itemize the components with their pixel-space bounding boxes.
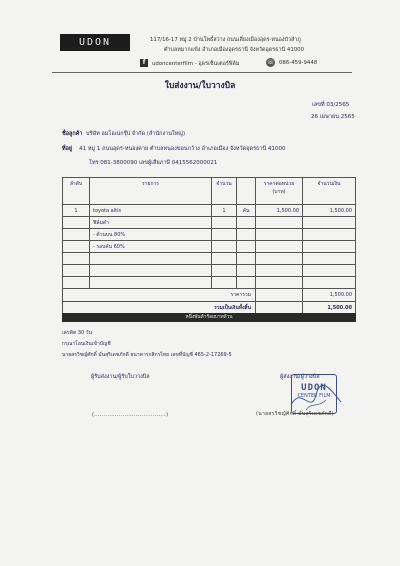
row-no xyxy=(63,241,90,253)
company-address-1: 117/16-17 หมู่ 2 บ้านโพธิ์สว่าง ถนนเลี่ยงเมืองอุดร-หนองบัวลำภู xyxy=(150,37,301,43)
items-table xyxy=(62,177,356,315)
amount-in-words: หนึ่งพันห้าร้อยบาทถ้วน xyxy=(62,313,356,322)
row-price xyxy=(256,217,303,229)
row-amount xyxy=(303,229,356,241)
row-amount xyxy=(303,217,356,229)
sender-signature-label: ผู้ส่งงาน/ผู้วางบิล xyxy=(280,374,320,380)
stamp-subtitle: CENTER FILM xyxy=(297,393,331,399)
row-qty: 1 xyxy=(212,205,237,217)
row-desc: - ด้านบน 80% xyxy=(90,229,212,241)
row-unit xyxy=(237,265,256,277)
document-date: 26 เมษายน 2565 xyxy=(311,114,355,120)
row-amount: 1,500.00 xyxy=(303,205,356,217)
row-desc xyxy=(90,265,212,277)
row-no xyxy=(63,217,90,229)
row-desc: toyota altis xyxy=(90,205,212,217)
customer-name-row: ชื่อลูกค้า บริษัท อมโอเน่กรุ๊ป จำกัด (สำนักงานใหญ่) xyxy=(62,131,186,137)
table-row xyxy=(63,241,356,253)
row-unit xyxy=(237,277,256,289)
transfer-note: กรุณาโอนเงินเข้าบัญชี xyxy=(62,341,111,347)
row-qty xyxy=(212,265,237,277)
document-number: เลขที่ 03/2565 xyxy=(312,102,350,108)
row-price xyxy=(256,277,303,289)
header-unit xyxy=(237,178,256,205)
header-qty: จำนวน xyxy=(212,178,237,205)
header-no: ลำดับ xyxy=(63,178,90,205)
table-header-row xyxy=(63,178,356,205)
company-phone: 086-459-9448 xyxy=(279,60,318,66)
subtotal-value: 1,500.00 xyxy=(303,289,356,302)
row-no: 1 xyxy=(63,205,90,217)
subtotal-row xyxy=(63,289,356,302)
row-unit xyxy=(237,217,256,229)
header-amount: จำนวนเงิน xyxy=(303,178,356,205)
table-row xyxy=(63,277,356,289)
header-desc: รายการ xyxy=(90,178,212,205)
table-row xyxy=(63,265,356,277)
row-no xyxy=(63,277,90,289)
facebook-icon: f xyxy=(140,59,148,67)
subtotal-label: ราคารวม xyxy=(63,289,256,302)
stamp-logo: UDON xyxy=(301,383,327,393)
phone-icon: ☏ xyxy=(266,59,275,66)
row-qty xyxy=(212,241,237,253)
row-desc: ฟิล์มดำ xyxy=(90,217,212,229)
row-price xyxy=(256,265,303,277)
bank-account: นายสรวิชญ์ศักดิ์ มั่นสุริเดชภักดี ธนาคารกสิกรไทย เลขที่บัญชี 465-2-17269-5 xyxy=(62,352,232,358)
row-price: 1,500.00 xyxy=(256,205,303,217)
grand-total-label: รวมเป็นเงินทั้งสิ้น xyxy=(63,302,256,315)
row-price xyxy=(256,253,303,265)
row-qty xyxy=(212,229,237,241)
company-logo: UDON xyxy=(60,34,130,51)
row-desc: - รอบคัน 60% xyxy=(90,241,212,253)
company-stamp xyxy=(291,374,337,414)
company-address-2: ตำบลหมากแข้ง อำเภอเมืองอุดรธานี จังหวัดอุดรธานี 41000 xyxy=(164,47,305,53)
grand-total-value: 1,500.00 xyxy=(303,302,356,315)
row-amount xyxy=(303,277,356,289)
row-qty xyxy=(212,277,237,289)
sender-name: (นายสรวิชญ์ศักดิ์ มั่นสุริเดชภักดี) xyxy=(256,411,334,417)
row-unit xyxy=(237,253,256,265)
table-row xyxy=(63,217,356,229)
row-qty xyxy=(212,217,237,229)
header-price: ราคาต่อหน่วย (บาท) xyxy=(256,178,303,205)
row-price xyxy=(256,241,303,253)
row-price xyxy=(256,229,303,241)
row-unit xyxy=(237,229,256,241)
customer-address-row: ที่อยู่ 41 หมู่ 1 ถนนอุดร-หนองคาย ตำบลหนองขอนกว้าง อำเภอเมือง จังหวัดอุดรธานี 41000 xyxy=(62,146,286,152)
row-no xyxy=(63,265,90,277)
facebook-page: udoncenterfilm - อุดรเซ็นเตอร์ฟิล์ม xyxy=(152,61,240,67)
receiver-signature-line: (......................................) xyxy=(92,412,169,418)
row-desc xyxy=(90,253,212,265)
row-no xyxy=(63,229,90,241)
row-unit xyxy=(237,241,256,253)
receiver-signature-label: ผู้รับส่งงาน/ผู้รับใบวางบิล xyxy=(91,374,150,380)
table-row xyxy=(63,253,356,265)
row-unit: คัน xyxy=(237,205,256,217)
row-amount xyxy=(303,265,356,277)
table-row xyxy=(63,205,356,217)
customer-phone-tax: โทร 081-3800090 เลขผู้เสียภาษี 0415562000021 xyxy=(89,160,218,166)
header-divider xyxy=(52,72,352,73)
document-title: ใบส่งงาน/ใบวางบิล xyxy=(164,81,236,91)
row-desc xyxy=(90,277,212,289)
credit-terms: เครดิต 30 วัน xyxy=(62,330,92,336)
table-row xyxy=(63,229,356,241)
row-qty xyxy=(212,253,237,265)
row-amount xyxy=(303,241,356,253)
row-amount xyxy=(303,253,356,265)
row-no xyxy=(63,253,90,265)
